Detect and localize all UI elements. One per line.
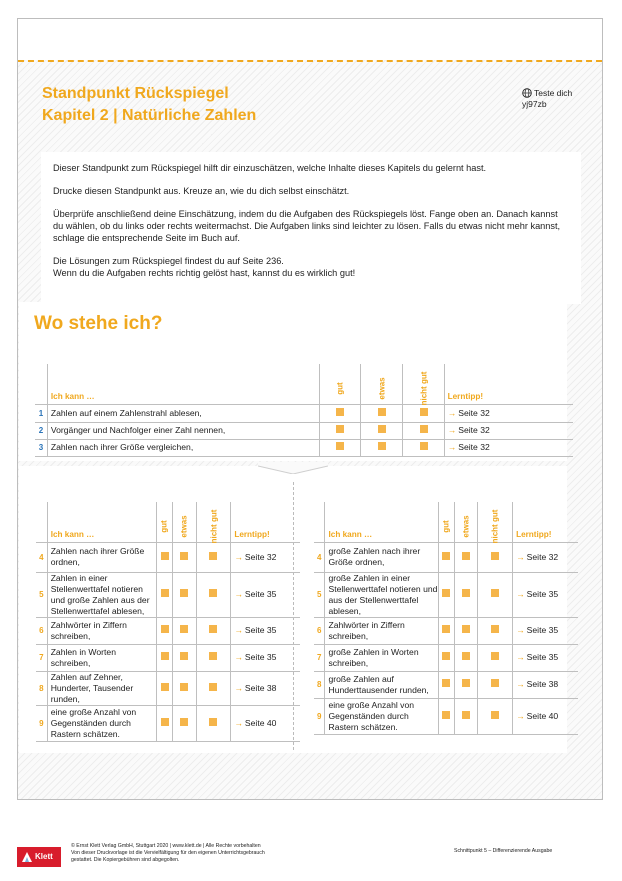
checkbox-nicht-gut[interactable] xyxy=(209,652,217,660)
lerntipp-link[interactable] xyxy=(444,422,573,439)
cell-etwas xyxy=(361,422,403,439)
checkbox-etwas[interactable] xyxy=(378,425,386,433)
cell-nicht-gut xyxy=(478,671,513,698)
lerntipp-page: Seite 35 xyxy=(526,652,559,662)
competency-text: Zahlen auf Zehner, Hunderter, Tausender runden, xyxy=(47,671,156,705)
arrow-right-icon: → xyxy=(234,589,243,599)
globe-icon xyxy=(522,88,532,98)
cell-gut xyxy=(157,671,173,705)
lerntipp-page: Seite 40 xyxy=(526,710,559,721)
header-gut: gut xyxy=(160,519,170,533)
header-ich-kann: Ich kann … xyxy=(325,502,438,542)
lerntipp-page: Seite 35 xyxy=(244,652,277,662)
competency-text: große Zahlen nach ihrer Größe ordnen, xyxy=(325,542,438,572)
checkbox-nicht-gut[interactable] xyxy=(420,408,428,416)
cell-etwas xyxy=(173,572,196,617)
checkbox-gut[interactable] xyxy=(442,652,450,660)
cell-nicht-gut xyxy=(196,617,231,644)
checkbox-nicht-gut[interactable] xyxy=(209,589,217,597)
lerntipp-link[interactable] xyxy=(231,705,300,741)
header-lerntipp: Lerntipp! xyxy=(513,502,578,542)
cell-gut xyxy=(157,617,173,644)
table-header xyxy=(36,502,300,542)
checkbox-etwas[interactable] xyxy=(180,552,188,560)
cell-gut xyxy=(438,542,454,572)
cell-gut xyxy=(438,698,454,734)
row-number: 9 xyxy=(36,705,47,741)
checkbox-nicht-gut[interactable] xyxy=(420,442,428,450)
row-number: 2 xyxy=(35,422,47,439)
cell-gut xyxy=(157,542,173,572)
table-row xyxy=(314,542,578,572)
competency-text: Vorgänger und Nachfolger einer Zahl nennen, xyxy=(47,422,319,439)
checkbox-gut[interactable] xyxy=(336,408,344,416)
checkbox-gut[interactable] xyxy=(442,589,450,597)
cell-nicht-gut xyxy=(403,404,444,422)
lerntipp-page: Seite 32 xyxy=(244,551,277,562)
cell-nicht-gut xyxy=(403,439,444,456)
row-number: 4 xyxy=(36,542,47,572)
row-number: 7 xyxy=(314,644,325,671)
intro-paragraph-3: Überprüfe anschließend deine Einschätzung, indem du die Aufgaben des Rückspiegels löst. Fange oben an. Danach kannst du wählen, ob du links oder rechts weitermachst. Die Aufgaben links sind leichter zu lösen. Falls du etwas nicht mehr kannst, schlage die entsprechende Seite im Buch auf. xyxy=(53,209,561,243)
competency-text: große Zahlen auf Hunderttausender runden, xyxy=(325,671,438,698)
header-nicht-gut: nicht gut xyxy=(419,371,429,405)
lerntipp-link[interactable] xyxy=(231,617,300,644)
table-row xyxy=(35,404,573,422)
lerntipp-page: Seite 40 xyxy=(244,717,277,728)
lerntipp-page: Seite 32 xyxy=(458,425,490,435)
competency-text: Zahlen in Worten schreiben, xyxy=(47,644,156,671)
right-assessment-table xyxy=(314,502,578,735)
checkbox-gut[interactable] xyxy=(161,683,169,691)
row-number: 3 xyxy=(35,439,47,456)
copyright-line-1: © Ernst Klett Verlag GmbH, Stuttgart 2020 | www.klett.de | Alle Rechte vorbehalten xyxy=(71,843,261,849)
copyright-line-3: gestattet. Die Kopiergebühren sind abgegolten. xyxy=(71,857,180,863)
row-number: 6 xyxy=(314,617,325,644)
cell-nicht-gut xyxy=(196,572,231,617)
checkbox-nicht-gut[interactable] xyxy=(491,552,499,560)
header-ich-kann: Ich kann … xyxy=(47,364,319,404)
cell-gut xyxy=(157,705,173,741)
checkbox-nicht-gut[interactable] xyxy=(420,425,428,433)
header-lerntipp: Lerntipp! xyxy=(231,502,300,542)
online-code[interactable] xyxy=(522,88,572,110)
cell-gut xyxy=(438,617,454,644)
lerntipp-page: Seite 35 xyxy=(526,589,559,599)
row-number: 5 xyxy=(314,572,325,617)
lerntipp-page: Seite 32 xyxy=(458,442,490,452)
cell-etwas xyxy=(173,671,196,705)
checkbox-gut[interactable] xyxy=(161,589,169,597)
lerntipp-link[interactable] xyxy=(513,572,578,617)
cell-nicht-gut xyxy=(478,542,513,572)
table-row xyxy=(36,671,300,705)
chapter-title: Kapitel 2 | Natürliche Zahlen xyxy=(42,107,257,124)
table-row xyxy=(314,644,578,671)
intro-paragraph-2: Drucke diesen Standpunkt aus. Kreuze an, wie du dich selbst einschätzt. xyxy=(53,186,350,196)
lerntipp-link[interactable] xyxy=(513,698,578,734)
book-reference: Schnittpunkt 5 – Differenzierende Ausgabe xyxy=(454,848,553,854)
cell-nicht-gut xyxy=(478,617,513,644)
checkbox-gut[interactable] xyxy=(442,625,450,633)
checkbox-nicht-gut[interactable] xyxy=(209,718,217,726)
klett-logo-text: Klett xyxy=(35,852,53,861)
checkbox-gut[interactable] xyxy=(442,552,450,560)
intro-paragraph-4 xyxy=(53,255,569,279)
header-lerntipp: Lerntipp! xyxy=(444,364,573,404)
checkbox-nicht-gut[interactable] xyxy=(491,679,499,687)
lerntipp-link[interactable] xyxy=(513,671,578,698)
row-number: 8 xyxy=(314,671,325,698)
lerntipp-link[interactable] xyxy=(444,404,573,422)
header-etwas: etwas xyxy=(377,376,387,400)
cell-gut xyxy=(157,644,173,671)
competency-text: eine große Anzahl von Gegenständen durch Rastern schätzen. xyxy=(325,698,438,734)
cell-etwas xyxy=(455,698,478,734)
competency-text: große Zahlen in einer Stellenwerttafel notieren und aus der Stellenwerttafel ablesen, xyxy=(325,572,438,617)
cell-nicht-gut xyxy=(478,698,513,734)
competency-text: Zahlen nach ihrer Größe vergleichen, xyxy=(47,439,319,456)
checkbox-gut[interactable] xyxy=(442,711,450,719)
lerntipp-page: Seite 38 xyxy=(244,682,277,693)
cell-nicht-gut xyxy=(196,542,231,572)
self-assessment-top-panel xyxy=(19,302,567,461)
header-gut: gut xyxy=(335,381,345,395)
row-number: 1 xyxy=(35,404,47,422)
cell-nicht-gut xyxy=(478,644,513,671)
code-label: Teste dich xyxy=(534,88,573,98)
cell-gut xyxy=(319,439,360,456)
table-row xyxy=(36,572,300,617)
checkbox-gut[interactable] xyxy=(336,425,344,433)
competency-text: Zahlen nach ihrer Größe ordnen, xyxy=(47,542,156,572)
lerntipp-page: Seite 32 xyxy=(526,551,559,562)
arrow-right-icon: → xyxy=(447,442,457,452)
arrow-right-icon: → xyxy=(234,682,243,693)
checkbox-etwas[interactable] xyxy=(180,718,188,726)
section-title: Wo stehe ich? xyxy=(34,313,163,334)
checkbox-etwas[interactable] xyxy=(462,679,470,687)
cell-etwas xyxy=(361,404,403,422)
arrow-right-icon: → xyxy=(234,625,243,635)
lerntipp-link[interactable] xyxy=(231,542,300,572)
checkbox-etwas[interactable] xyxy=(180,625,188,633)
checkbox-nicht-gut[interactable] xyxy=(491,589,499,597)
competency-text: eine große Anzahl von Gegenständen durch Rastern schätzen. xyxy=(47,705,156,741)
table-row xyxy=(35,439,573,456)
intro-paragraph-1: Dieser Standpunkt zum Rückspiegel hilft dir einzuschätzen, welche Inhalte dieses Kapitels du gelernt hast. xyxy=(53,163,487,173)
arrow-right-icon: → xyxy=(516,551,525,562)
cell-gut xyxy=(438,572,454,617)
klett-logo xyxy=(17,847,61,867)
klett-logo-icon xyxy=(20,850,34,864)
row-number: 6 xyxy=(36,617,47,644)
checkbox-etwas[interactable] xyxy=(378,442,386,450)
checkbox-etwas[interactable] xyxy=(462,552,470,560)
intro-box xyxy=(41,152,581,304)
checkbox-gut[interactable] xyxy=(161,652,169,660)
row-number: 5 xyxy=(36,572,47,617)
checkbox-gut[interactable] xyxy=(161,552,169,560)
arrow-right-icon: → xyxy=(234,717,243,728)
checkbox-gut[interactable] xyxy=(161,625,169,633)
lerntipp-link[interactable] xyxy=(513,644,578,671)
cell-etwas xyxy=(455,542,478,572)
top-assessment-table xyxy=(35,364,573,457)
row-number: 9 xyxy=(314,698,325,734)
cell-nicht-gut xyxy=(196,705,231,741)
table-row xyxy=(314,617,578,644)
row-number: 7 xyxy=(36,644,47,671)
lerntipp-link[interactable] xyxy=(513,542,578,572)
cell-nicht-gut xyxy=(196,644,231,671)
checkbox-nicht-gut[interactable] xyxy=(491,625,499,633)
competency-text: große Zahlen in Worten schreiben, xyxy=(325,644,438,671)
header-etwas: etwas xyxy=(461,514,471,538)
lerntipp-link[interactable] xyxy=(231,572,300,617)
table-row xyxy=(314,698,578,734)
code-value: yj97zb xyxy=(522,99,547,109)
solutions-hint: Die Lösungen zum Rückspiegel findest du auf Seite 236. xyxy=(53,256,284,266)
competency-text: Zahlen in einer Stellenwerttafel notieren und große Zahlen aus der Stellenwerttafel ablesen, xyxy=(47,572,156,617)
checkbox-etwas[interactable] xyxy=(180,589,188,597)
page-title: Standpunkt Rückspiegel xyxy=(42,85,229,102)
lerntipp-page: Seite 35 xyxy=(526,625,559,635)
lerntipp-link[interactable] xyxy=(513,617,578,644)
header-gut: gut xyxy=(441,519,451,533)
cell-etwas xyxy=(173,542,196,572)
table-row xyxy=(36,644,300,671)
row-number: 4 xyxy=(314,542,325,572)
arrow-right-icon: → xyxy=(516,679,525,689)
branch-notch xyxy=(258,462,328,474)
table-row xyxy=(35,422,573,439)
checkbox-gut[interactable] xyxy=(161,718,169,726)
table-row xyxy=(36,617,300,644)
cell-nicht-gut xyxy=(403,422,444,439)
checkbox-etwas[interactable] xyxy=(180,683,188,691)
lerntipp-page: Seite 32 xyxy=(458,407,490,418)
checkbox-gut[interactable] xyxy=(336,442,344,450)
left-assessment-table xyxy=(36,502,300,742)
competency-text: Zahlwörter in Ziffern schreiben, xyxy=(325,617,438,644)
lerntipp-page: Seite 35 xyxy=(244,589,277,599)
table-header xyxy=(35,364,573,404)
checkbox-nicht-gut[interactable] xyxy=(209,625,217,633)
table-row xyxy=(36,542,300,572)
checkbox-etwas[interactable] xyxy=(378,408,386,416)
dashed-divider xyxy=(18,60,602,62)
arrow-right-icon: → xyxy=(516,589,525,599)
cell-etwas xyxy=(361,439,403,456)
arrow-right-icon: → xyxy=(516,710,525,721)
cell-etwas xyxy=(455,617,478,644)
title-block xyxy=(42,83,256,127)
cell-gut xyxy=(157,572,173,617)
success-hint: Wenn du die Aufgaben rechts richtig gelöst hast, kannst du es wirklich gut! xyxy=(53,268,356,278)
checkbox-etwas[interactable] xyxy=(462,625,470,633)
lerntipp-link[interactable] xyxy=(231,644,300,671)
copyright-notice xyxy=(71,843,271,864)
lerntipp-link[interactable] xyxy=(231,671,300,705)
cell-etwas xyxy=(173,644,196,671)
cell-etwas xyxy=(455,572,478,617)
competency-text: Zahlen auf einem Zahlenstrahl ablesen, xyxy=(47,404,319,422)
arrow-right-icon: → xyxy=(447,425,457,435)
checkbox-nicht-gut[interactable] xyxy=(491,652,499,660)
checkbox-etwas[interactable] xyxy=(462,652,470,660)
cell-etwas xyxy=(455,671,478,698)
cell-gut xyxy=(319,404,360,422)
header-nicht-gut: nicht gut xyxy=(208,509,218,543)
table-row xyxy=(36,705,300,741)
cell-gut xyxy=(438,671,454,698)
cell-nicht-gut xyxy=(196,671,231,705)
checkbox-nicht-gut[interactable] xyxy=(209,683,217,691)
checkbox-gut[interactable] xyxy=(442,679,450,687)
checkbox-nicht-gut[interactable] xyxy=(209,552,217,560)
arrow-right-icon: → xyxy=(234,652,243,662)
table-row xyxy=(314,671,578,698)
header-etwas: etwas xyxy=(179,514,189,538)
copyright-line-2: Von dieser Druckvorlage ist die Vervielfältigung für den eigenen Unterrichtsgebrauch xyxy=(71,850,265,856)
checkbox-nicht-gut[interactable] xyxy=(491,711,499,719)
arrow-right-icon: → xyxy=(234,551,243,562)
header-nicht-gut: nicht gut xyxy=(490,509,500,543)
competency-text: Zahlwörter in Ziffern schreiben, xyxy=(47,617,156,644)
checkbox-etwas[interactable] xyxy=(180,652,188,660)
table-header xyxy=(314,502,578,542)
cell-etwas xyxy=(455,644,478,671)
checkbox-etwas[interactable] xyxy=(462,711,470,719)
cell-etwas xyxy=(173,617,196,644)
cell-gut xyxy=(438,644,454,671)
cell-gut xyxy=(319,422,360,439)
lerntipp-link[interactable] xyxy=(444,439,573,456)
row-number: 8 xyxy=(36,671,47,705)
cell-etwas xyxy=(173,705,196,741)
cell-nicht-gut xyxy=(478,572,513,617)
arrow-right-icon: → xyxy=(447,407,457,418)
header-ich-kann: Ich kann … xyxy=(47,502,156,542)
arrow-right-icon: → xyxy=(516,652,525,662)
page-header-area xyxy=(18,19,602,60)
lerntipp-page: Seite 35 xyxy=(244,625,277,635)
checkbox-etwas[interactable] xyxy=(462,589,470,597)
arrow-right-icon: → xyxy=(516,625,525,635)
lerntipp-page: Seite 38 xyxy=(526,679,559,689)
table-row xyxy=(314,572,578,617)
